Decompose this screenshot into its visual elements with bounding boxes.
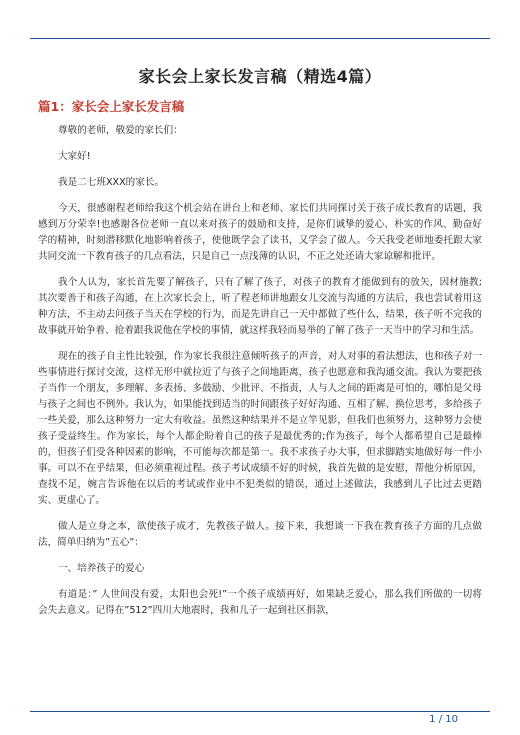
salutation: 尊敬的老师，敬爱的家长们：: [58, 125, 183, 136]
page-number: 1 / 10: [429, 714, 458, 725]
paragraph-love: 有道是：” 人世间没有爱，太阳也会死!”一个孩子成绩再好，如果缺乏爱心，那么我们所做的一切将会失去意义。记得在”512”四川大地震时，我和儿子一起到社区捐款，: [38, 589, 482, 616]
self-introduction: 我是二七班XXX的家长。: [58, 177, 165, 188]
greeting: 大家好!: [58, 151, 91, 162]
paragraph-five-hearts: 做人是立身之本，欲使孩子成才，先教孩子做人。接下来，我想谈一下我在教育孩子方面的几点做法，简单归纳为”五心”：: [38, 521, 482, 548]
section-heading: 篇1：家长会上家长发言稿: [38, 99, 185, 114]
subheading-love: 一、培养孩子的爱心: [58, 563, 145, 574]
footer-rule: [30, 711, 490, 712]
document-body: [38, 64, 482, 629]
paragraph-communication: 现在的孩子自主性比较强，作为家长我很注意倾听孩子的声音，对人对事的看法想法，也和孩子对一些事情进行探讨交流，这样无形中就拉近了与孩子之间地距离，孩子也愿意和我沟通交流。我认为要把孩子当作一个朋友，多理解、多表扬、多鼓励、少批评、不指责，人与人之间的距离是可怕的，哪怕是父母与孩子之间也不例外。我认为，如果能找到适当的时间跟孩子好好沟通、互相了解、换位思考，多给孩子一些关爱，那么这种努力一定大有收益。虽然这种结果并不是立竿见影，但我们也须努力，这种努力会使孩子受益终生。作为家长，每个人都企盼着自己的孩子是最优秀的;作为孩子，每个人都希望自己是最棒的，但孩子们受各种因素的影响，不可能每次都是第一。我不求孩子办大事，但求脚踏实地做好每一件小事。可以不在乎结果，但必须重视过程。孩子考试成绩不好的时候，我首先做的是安慰，帮他分析原因，查找不足，婉言告诉他在以后的考试或作业中不犯类似的错误，通过上述做法，我感到儿子比过去更踏实、更虚心了。: [38, 351, 482, 506]
paragraph-thanks: 今天，很感谢程老师给我这个机会站在讲台上和老师、家长们共同探讨关于孩子成长教育的话题，我感到万分荣幸!也感谢各位老师一直以来对孩子的鼓励和支持，是你们诚挚的爱心、朴实的作风、勤奋好学的精神，时刻潜移默化地影响着孩子，使他既学会了读书，又学会了做人。今天我受老师地委托跟大家共同交流一下教育孩子的几点看法，只是自己一点浅薄的认识，不正之处还请大家谅解和批评。: [38, 203, 482, 262]
paragraph-understanding: 我个人认为，家长首先要了解孩子，只有了解了孩子，对孩子的教育才能做到有的放矢，因材施教;其次要善于和孩子沟通，在上次家长会上，听了程老师讲地跟女儿交流与沟通的方法后，我也尝试着用这种方法，不主动去问孩子当天在学校的行为，而是先讲自己一天中都做了些什么，结果，孩子听不完我的故事就开始争着、抢着跟我说他在学校的事情，就这样我轻而易举的了解了孩子一天当中的学习和生活。: [38, 277, 482, 336]
header-rule: [30, 38, 490, 39]
document-title: 家长会上家长发言稿（精选4篇）: [138, 67, 382, 86]
